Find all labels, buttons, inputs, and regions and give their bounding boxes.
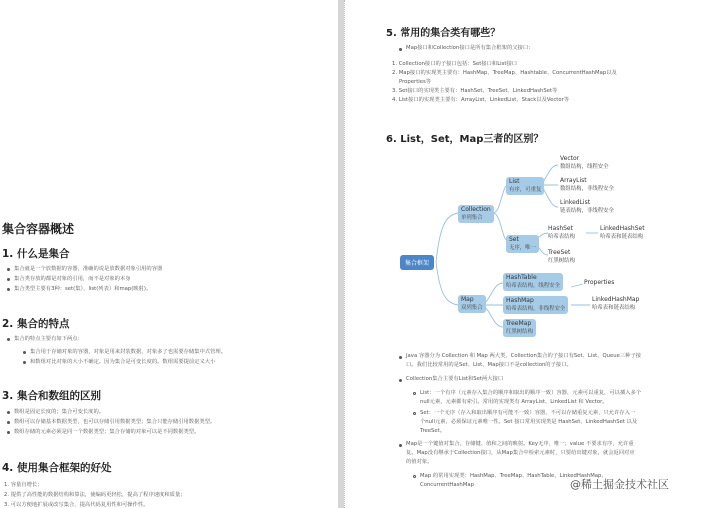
section2-line: 集合的特点主要有如下两点： — [14, 336, 83, 342]
section4-line: 2. 提供了高性能的数据结构和算法，使编码更轻松，提高了程序速度和质量； — [4, 492, 186, 498]
right-page — [344, 0, 720, 508]
node-arraylist: ArrayList 数组结构，非线程安全 — [560, 177, 614, 192]
section-heading-6: 6. List，Set，Map三者的区别？ — [386, 134, 544, 145]
node-list: List 有序，可重复 — [506, 177, 544, 195]
page-title: 集合容器概述 — [2, 222, 75, 236]
section6-line: null元素，元素都有索引。常用的实现类有 ArrayList、LinkedList 和 Vector。 — [420, 399, 608, 405]
section6-line: List：一个有序（元素存入集合的顺序和取出的顺序一致）容器，元素可以重复，可以插入多个 — [420, 390, 642, 396]
section-heading-1: 1. 什么是集合 — [2, 248, 70, 260]
section5-item: Properties等 — [399, 79, 432, 85]
section6-line: Collection集合主要有List和Set两大接口 — [406, 376, 504, 382]
node-set: Set 无序，唯一 — [506, 235, 539, 253]
node-treeset: TreeSet 红黑树结构 — [548, 249, 575, 264]
node-linkedhashmap: LinkedHashMap 哈希表和链表结构 — [592, 296, 640, 311]
node-collection: Collection 单列集合 — [458, 205, 494, 223]
node-linkedlist: LinkedList 链表结构，非线程安全 — [560, 199, 614, 214]
node-map: Map 双列集合 — [458, 295, 486, 313]
section6-line: Java 容器分为 Collection 和 Map 两大类，Collection集合的子接口有Set、List、Queue三种子接 — [406, 353, 642, 359]
section6-line: ConcurrentHashMap — [420, 482, 474, 488]
section-heading-2: 2. 集合的特点 — [2, 318, 70, 330]
section-heading-5: 5. 常用的集合类有哪些？ — [386, 28, 501, 39]
mindmap-root: 集合框架 — [400, 255, 434, 270]
section1-line: 集合类存放的都是对象的引用，而不是对象的本身 — [14, 276, 131, 282]
margin-line — [344, 0, 349, 508]
section5-item: 3. Set接口的实现类主要有：HashSet、TreeSet、LinkedHashSet等 — [392, 88, 558, 94]
mindmap — [398, 155, 668, 340]
section6-line: TreeSet。 — [420, 428, 446, 434]
section6-line: 口。我们比较常用的是Set、List，Map接口不是collection的子接口。 — [406, 362, 572, 368]
left-page — [0, 0, 338, 508]
section1-line: 集合类型主要有3种：set(集）、list(列表）和map(映射)。 — [14, 286, 152, 292]
section2-line: 集合用于存储对象的容器，对象是用来封装数据，对象多了也需要存储集中式管理。 — [30, 349, 226, 355]
watermark: @稀土掘金技术社区 — [570, 478, 669, 491]
section5-item: 4. List接口的实现类主要有：ArrayList、LinkedList、Stack以及Vector等 — [392, 97, 570, 103]
node-properties: Properties — [584, 279, 615, 286]
node-hashmap: HashMap 哈希表结构，非线程安全 — [503, 296, 568, 314]
section1-line: 集合就是一个放数据的容器，准确的说是放数据对象引用的容器 — [14, 266, 163, 272]
section4-line: 3. 可以方便地扩展或改写集合，提高代码复用性和可操作性。 — [4, 502, 149, 508]
section6-line: 的值对象。 — [406, 459, 433, 465]
section6-line: 复。Map没有继承于Collection接口，从Map集合中检索元素时，只要给出键对象，就会返回对应 — [406, 450, 635, 456]
section3-line: 数组可以存储基本数据类型，也可以存储引用数据类型；集合只能存储引用数据类型。 — [14, 419, 216, 425]
section2-line: 和数组对比对象的大小不确定。因为集合是可变长度的。数组需要提前定义大小 — [30, 359, 216, 365]
section6-line: Map 的常用实现类：HashMap、TreeMap、HashTable、LinkedHashMap、 — [420, 473, 607, 479]
section3-line: 数组是固定长度的；集合可变长度的。 — [14, 409, 105, 415]
section5-item: 2. Map接口的实现类主要有：HashMap、TreeMap、Hashtable、ConcurrentHashMap以及 — [392, 70, 617, 76]
section4-line: 1. 容量自增长； — [4, 482, 43, 488]
section-heading-4: 4. 使用集合框架的好处 — [2, 462, 112, 474]
section5-item: 1. Collection接口的子接口包括：Set接口和List接口 — [392, 61, 518, 67]
node-treemap: TreeMap 红黑树结构 — [503, 319, 536, 337]
section6-line: Map是一个键值对集合，存储键、值和之间的映射。Key无序，唯一；value 不要求有序，允许重 — [406, 441, 634, 447]
node-vector: Vector 数组结构，线程安全 — [560, 155, 609, 170]
section5-intro: Map接口和Collection接口是所有集合框架的父接口： — [406, 45, 534, 51]
section6-line: Set：一个无序（存入和取出顺序有可能不一致）容器，不可以存储重复元素，只允许存入一 — [420, 410, 636, 416]
section6-line: 个null元素，必须保证元素唯一性。Set 接口常用实现类是 HashSet、LinkedHashSet 以及 — [420, 419, 638, 425]
node-hashtable: HashTable 哈希表结构，线程安全 — [503, 273, 563, 291]
section3-line: 数组存储的元素必须是同一个数据类型；集合存储的对象可以是不同数据类型。 — [14, 429, 200, 435]
node-linkedhashset: LinkedHashSet 哈希表和链表结构 — [600, 225, 645, 240]
section-heading-3: 3. 集合和数组的区别 — [2, 390, 101, 402]
node-hashset: HashSet 哈希表结构 — [548, 225, 575, 240]
